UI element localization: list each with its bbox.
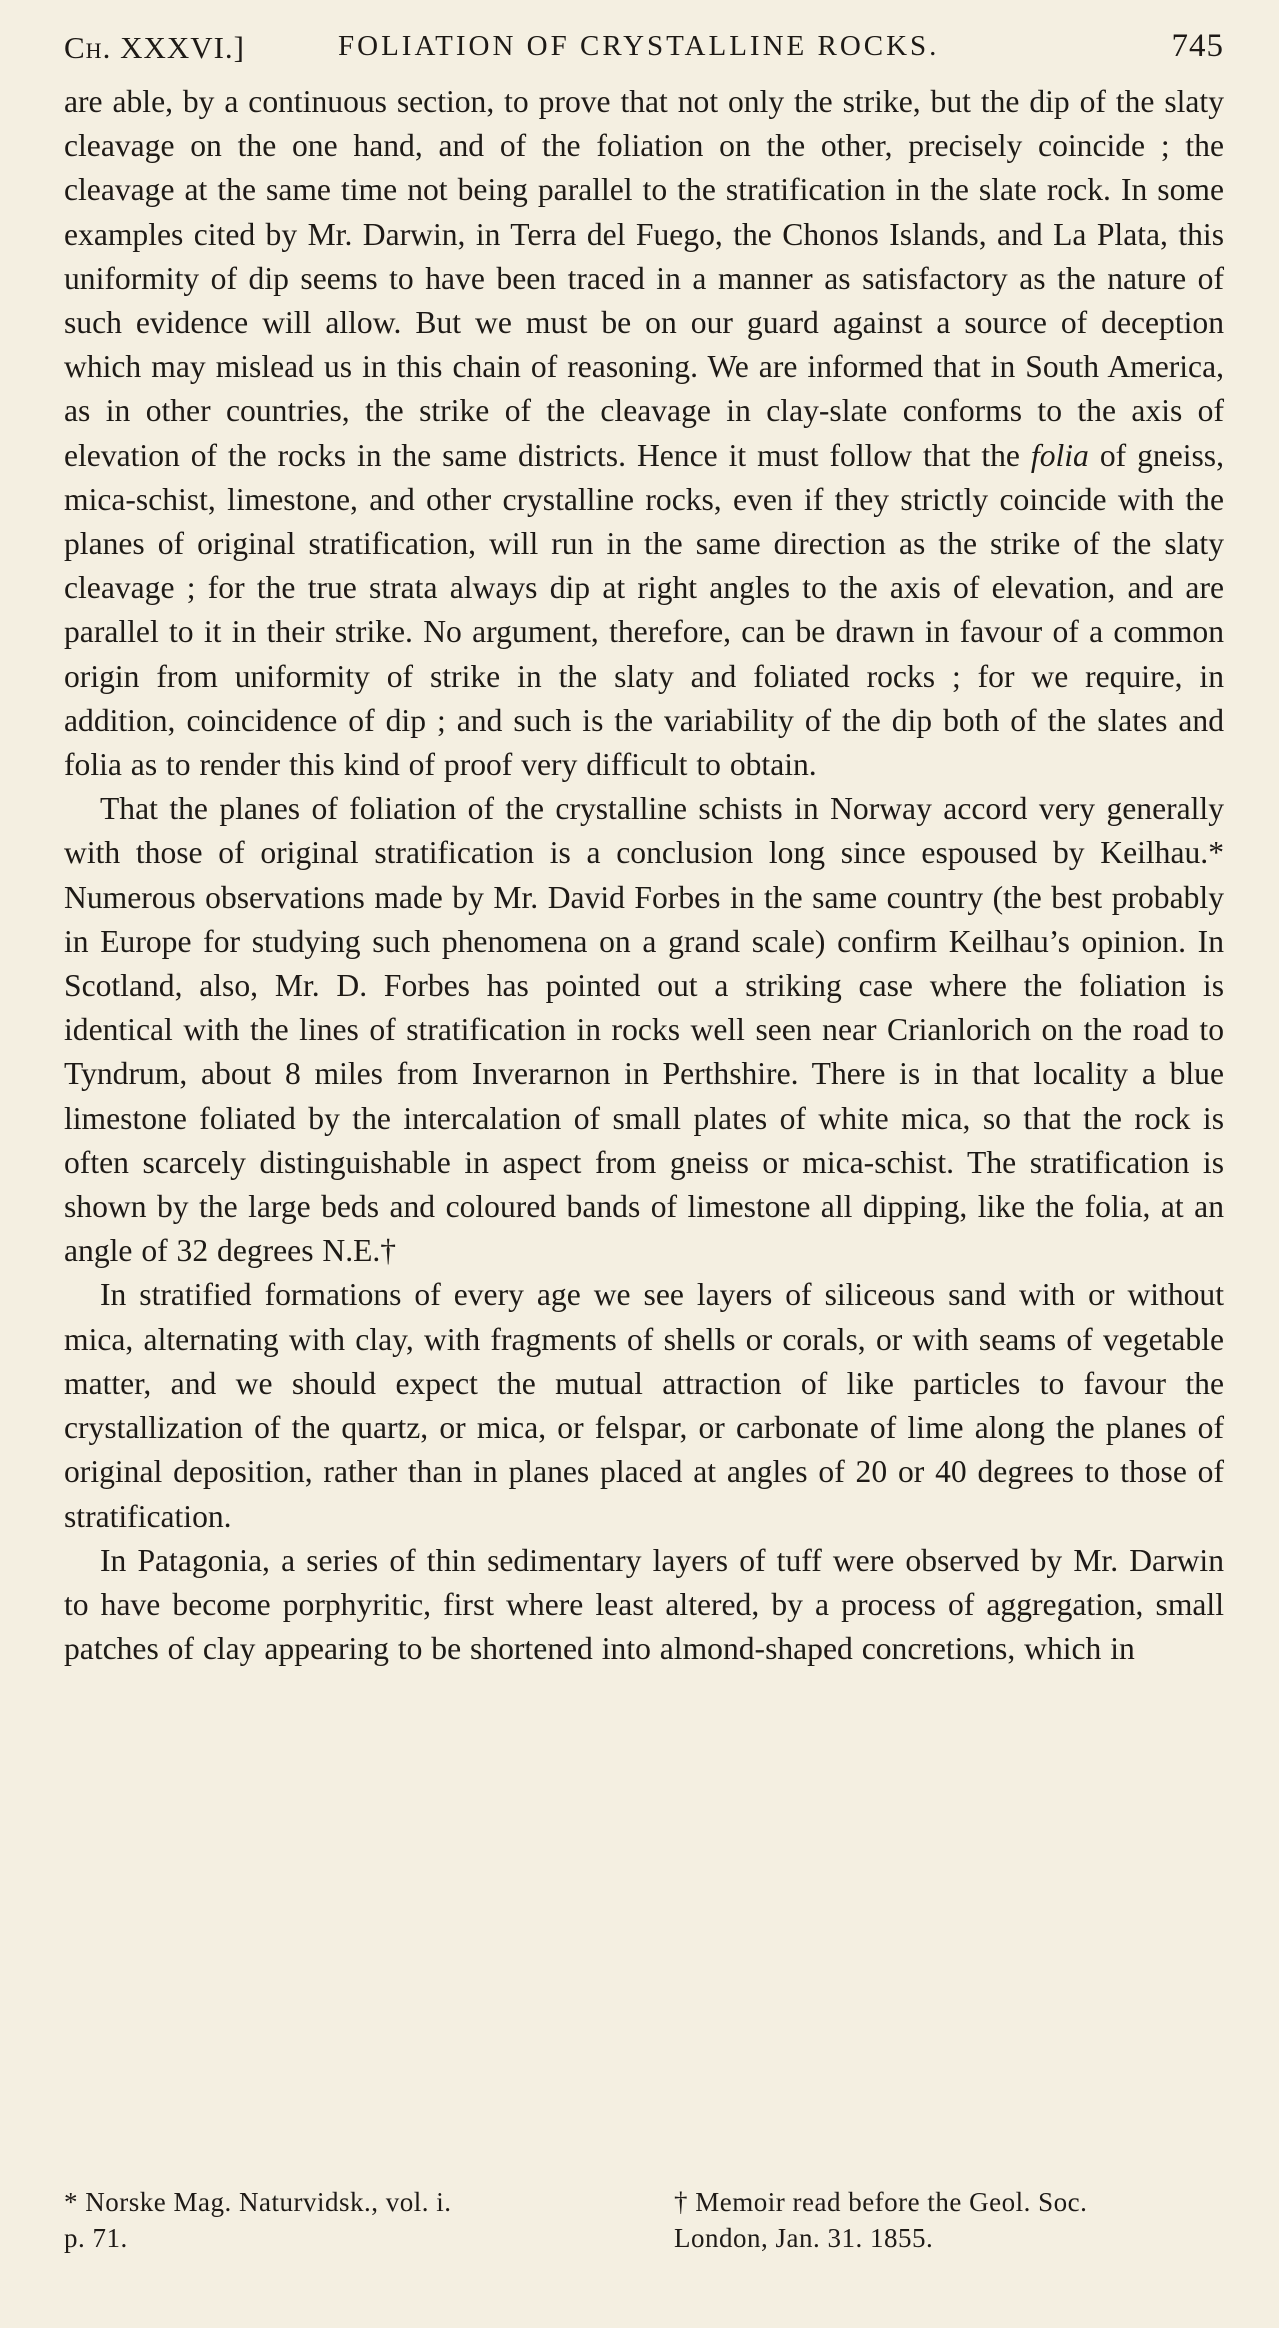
footnote-memoir-line-1: † Memoir read before the Geol. Soc. — [674, 2187, 1088, 2217]
paragraph-4 — [64, 1539, 1224, 1672]
paragraph-1-italic-folia: folia — [1030, 437, 1089, 473]
chapter-reference: Ch. XXXVI.] — [64, 30, 246, 65]
paragraph-3-text: In stratified formations of every age we see layers of siliceous sand with or without mica, alternating with clay, with fragments of shells or corals, or with seams of vegetable matter, and we should expect the mutual attraction of like particles to favour the crystallization of the quartz, or mica, or felspar, or carbonate of lime along the planes of original deposition, rather than in planes placed at angles of 20 or 40 degrees to those of stratification. — [64, 1277, 1224, 1534]
book-page — [64, 24, 1224, 2304]
running-head — [64, 24, 1224, 70]
paragraph-1-text-a: are able, by a continuous section, to prove that not only the strike, but the dip of the slaty cleavage on the one hand, and of the foliation on the other, precisely coincide ; the cleavage at the same time not being parallel to the stratification in the slate rock. In some examples cited by Mr. Darwin, in Terra del Fuego, the Chonos Islands, and La Plata, this uniformity of dip seems to have been traced in a manner as satisfactory as the nature of such evidence will allow. But we must be on our guard against a source of deception which may mislead us in this chain of reasoning. We are informed that in South America, as in other countries, the strike of the cleavage in clay-slate conforms to the axis of elevation of the rocks in the same districts. Hence it must follow that the — [64, 84, 1224, 473]
footnotes — [64, 2184, 1224, 2256]
paragraph-4-text: In Patagonia, a series of thin sedimentary layers of tuff were observed by Mr. Darwin to have become porphyritic, first where least altered, by a process of aggregation, small patches of clay appearing to be shortened into almond-shaped concretions, which in — [64, 1542, 1224, 1667]
page-title: FOLIATION OF CRYSTALLINE ROCKS. — [338, 30, 940, 62]
footnote-keilhau-page: p. 71. — [64, 2223, 128, 2253]
footnote-memoir-line-2: London, Jan. 31. 1855. — [674, 2223, 934, 2253]
footnote-memoir — [654, 2184, 1224, 2256]
paragraph-3 — [64, 1273, 1224, 1538]
paragraph-2 — [64, 787, 1224, 1273]
paragraph-2-text: That the planes of foliation of the crystalline schists in Norway accord very generally with those of original stratification is a conclusion long since espoused by Keilhau.* Numerous observations made by Mr. David Forbes in the same country (the best probably in Europe for studying such phenomena on a grand scale) confirm Keilhau’s opinion. In Scotland, also, Mr. D. Forbes has pointed out a striking case where the foliation is identical with the lines of stratification in rocks well seen near Crianlorich on the road to Tyndrum, about 8 miles from Inverarnon in Perthshire. There is in that locality a blue limestone foliated by the intercalation of small plates of white mica, so that the rock is often scarcely distinguishable in aspect from gneiss or mica-schist. The stratification is shown by the large beds and coloured bands of limestone all dipping, like the folia, at an angle of 32 degrees N.E.† — [64, 791, 1224, 1269]
footnote-keilhau-reference: * Norske Mag. Naturvidsk., vol. i. — [64, 2187, 452, 2217]
page-number: 745 — [1171, 28, 1224, 64]
paragraph-1 — [64, 80, 1224, 787]
body-text — [64, 80, 1224, 1671]
paragraph-1-text-b: of gneiss, mica-schist, limestone, and other crystalline rocks, even if they strictly coincide with the planes of original stratification, will run in the same direction as the strike of the slaty cleavage ; for the true strata always dip at right angles to the axis of elevation, and are parallel to it in their strike. No argument, therefore, can be drawn in favour of a common origin from uniformity of strike in the slaty and foliated rocks ; for we require, in addition, coincidence of dip ; and such is the variability of the dip both of the slates and folia as to render this kind of proof very difficult to obtain. — [64, 437, 1225, 783]
footnote-keilhau — [64, 2184, 634, 2256]
